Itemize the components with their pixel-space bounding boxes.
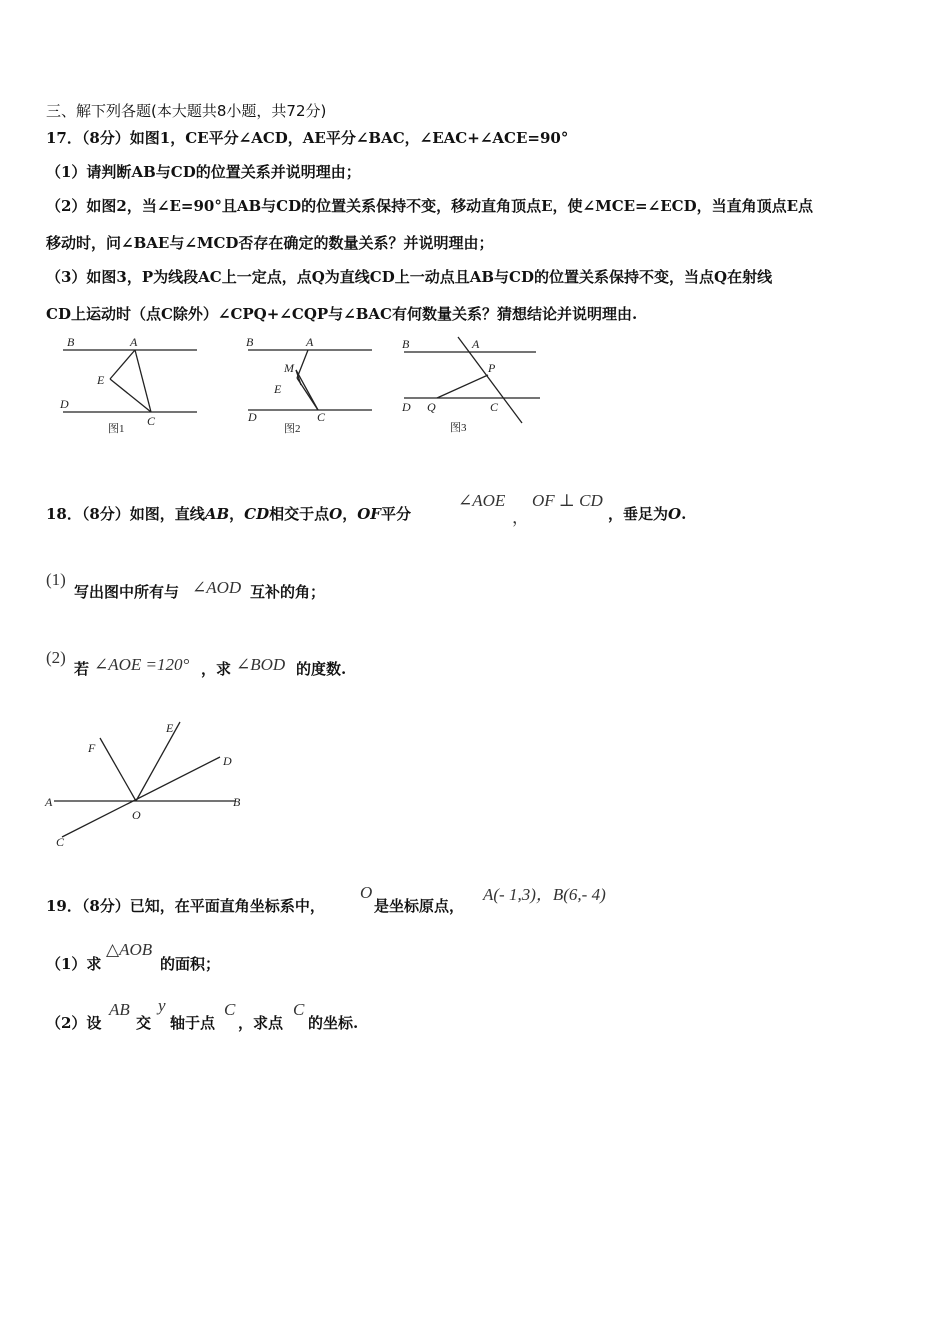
q19-part2-c: 轴于点 <box>170 1014 216 1032</box>
fig3-seg-qp <box>437 375 488 398</box>
q17-figure-1 <box>55 335 200 440</box>
q19-o: O <box>360 883 373 902</box>
q19-part1-math: △AOB <box>106 940 153 959</box>
q19-part2-a: （2）设 <box>46 1014 102 1032</box>
fig1-seg-ec <box>110 379 151 412</box>
q18-o: O <box>329 505 343 523</box>
q18-fig-label-a: A <box>45 795 53 809</box>
fig2-label-e: E <box>274 382 282 396</box>
q19-part2-c-var: C <box>224 1000 236 1019</box>
fig3-label-a: A <box>472 337 480 351</box>
q18-part1-a: 写出图中所有与 <box>74 583 180 601</box>
q18-cd: CD <box>244 505 270 523</box>
q18-sep1: ， <box>229 505 245 523</box>
fig1-label-b: B <box>67 335 75 349</box>
q18-fig-label-b: B <box>233 795 241 809</box>
fig2-label-d: D <box>248 410 257 424</box>
fig2-label-c: C <box>317 410 326 424</box>
fig1-label-e: E <box>97 373 105 387</box>
fig1-label-d: D <box>60 397 69 411</box>
fig2-label-m: M <box>284 361 294 375</box>
q18-math-aoe: ∠AOE <box>458 491 506 510</box>
q18-stem-b: 相交于点 <box>269 505 330 523</box>
fig2-caption: 图2 <box>284 423 301 435</box>
q19-points: A(- 1,3)，B(6,- 4) <box>483 885 606 904</box>
q18-ab: AB <box>204 505 230 523</box>
q18-part1-b: 互补的角； <box>250 583 326 601</box>
fig3-label-d: D <box>402 400 411 414</box>
q17-part2-line1: （2）如图2，当∠E=90°且AB与CD的位置关系保持不变，移动直角顶点E，使∠MCE=∠ECD，当直角顶点E点 <box>46 197 814 215</box>
q18-o2: O <box>668 505 682 523</box>
fig1-label-a: A <box>130 335 138 349</box>
fig3-label-p: P <box>488 361 496 375</box>
q18-stem-tail <box>608 504 686 524</box>
q18-stem-d: ，垂足为 <box>608 505 669 523</box>
q19-part2-c-var2: C <box>293 1000 305 1019</box>
q19-part2-y: y <box>158 996 166 1015</box>
q18-period: . <box>681 505 687 523</box>
q18-fig-label-e: E <box>166 721 174 735</box>
q18-sep2: ， <box>342 505 358 523</box>
q18-math-of-perp-cd: OF ⊥ CD <box>532 491 603 510</box>
q17-part1: （1）请判断AB与CD的位置关系并说明理由； <box>46 163 361 181</box>
q18-stem <box>46 504 411 524</box>
fig2-label-b: B <box>246 335 254 349</box>
q17-stem: 17．（8分）如图1，CE平分∠ACD，AE平分∠BAC，∠EAC+∠ACE=90° <box>46 129 569 147</box>
q19-stem-b: 是坐标原点， <box>374 897 465 915</box>
q18-fig-label-d: D <box>223 754 232 768</box>
q19-part1-b: 的面积； <box>160 955 221 973</box>
q18-part2-a: 若 <box>74 660 90 678</box>
q18-fig-label-f: F <box>88 741 96 755</box>
q18-fig-label-o: O <box>132 808 141 822</box>
q17-part3-line1: （3）如图3，P为线段AC上一定点，点Q为直线CD上一动点且AB与CD的位置关系保持不变，当点Q在射线 <box>46 268 773 286</box>
q18-part2-b: ，求 <box>201 660 232 678</box>
q18-fig-ray-of <box>100 738 136 801</box>
fig1-seg-ae <box>110 350 135 379</box>
q18-stem-c: 平分 <box>380 505 411 523</box>
q18-comma: ， <box>512 508 529 527</box>
q18-figure <box>40 712 255 857</box>
section-heading: 三、解下列各题(本大题共8小题，共72分) <box>46 102 327 120</box>
q17-figure-3 <box>398 335 548 440</box>
fig2-label-a: A <box>306 335 314 349</box>
q19-part2-ab: AB <box>109 1000 130 1019</box>
fig3-label-q: Q <box>427 400 436 414</box>
q18-stem-a: 18．（8分）如图，直线 <box>46 505 205 523</box>
q18-fig-line-cd <box>62 757 220 837</box>
q19-stem-a: 19．（8分）已知，在平面直角坐标系中， <box>46 897 325 915</box>
fig1-seg-ac <box>135 350 151 412</box>
q18-part1-math: ∠AOD <box>192 578 242 597</box>
fig3-caption: 图3 <box>450 422 467 434</box>
q19-part2-e: 的坐标. <box>308 1014 359 1032</box>
q18-part1-number: (1) <box>46 570 66 589</box>
q18-part2-math: ∠AOE =120° <box>94 655 190 674</box>
q19-part1-a: （1）求 <box>46 955 102 973</box>
q18-part2-number: (2) <box>46 648 66 667</box>
q17-part2-line2: 移动时，问∠BAE与∠MCD否存在确定的数量关系？并说明理由； <box>46 234 494 252</box>
q19-part2-b: 交 <box>136 1014 152 1032</box>
fig3-label-c: C <box>490 400 499 414</box>
q18-part2-c: 的度数. <box>296 660 347 678</box>
fig3-label-b: B <box>402 337 410 351</box>
q18-part2-math2: ∠BOD <box>236 655 286 674</box>
q17-part3-line2: CD上运动时（点C除外）∠CPQ+∠CQP与∠BAC有何数量关系？猜想结论并说明理由. <box>46 305 638 323</box>
q18-of: OF <box>357 505 381 523</box>
q18-fig-label-c: C <box>56 835 65 849</box>
q18-fig-ray-oe <box>136 722 180 801</box>
fig1-caption: 图1 <box>108 423 125 435</box>
q19-part2-d: ，求点 <box>238 1014 284 1032</box>
q17-figure-2 <box>240 335 380 440</box>
fig2-seg-mc <box>296 370 318 410</box>
fig1-label-c: C <box>147 414 156 428</box>
